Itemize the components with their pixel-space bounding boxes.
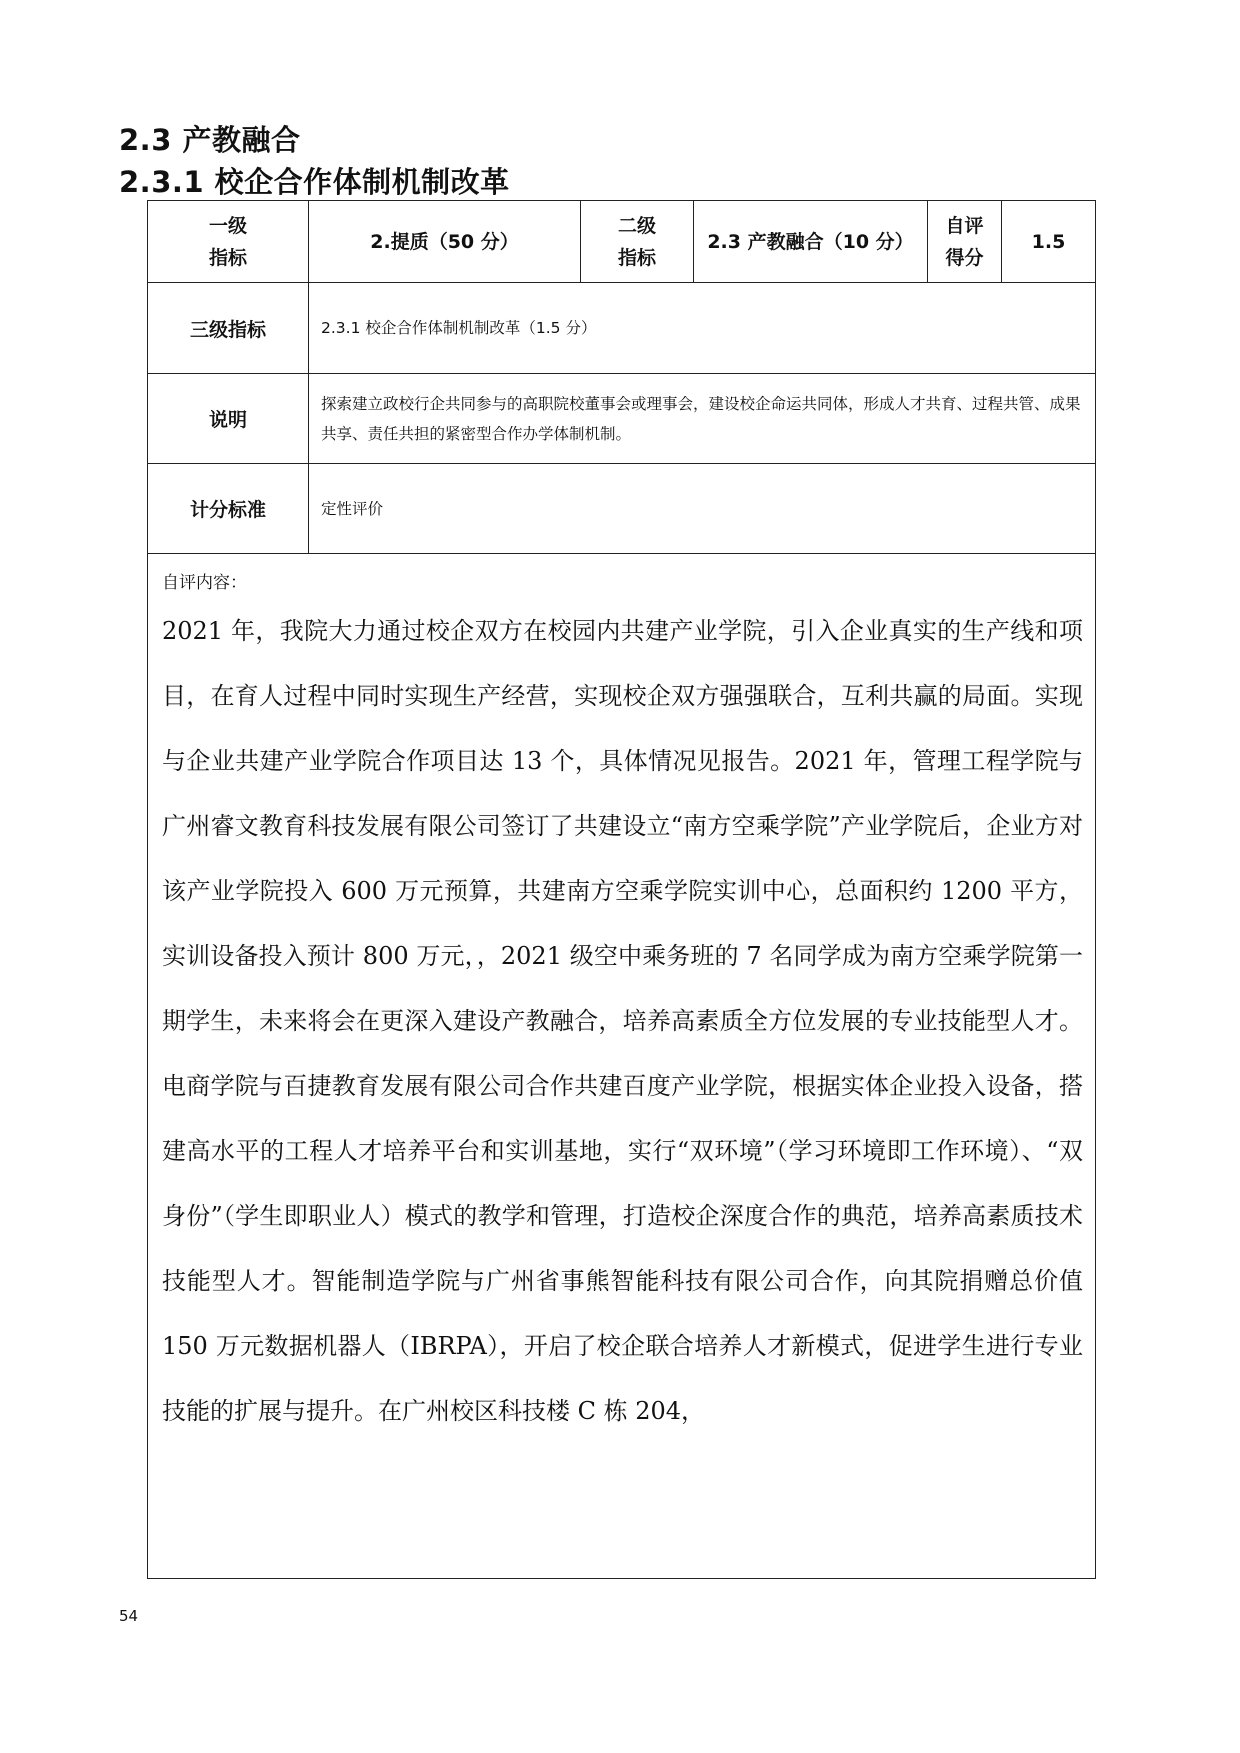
scoring-label: 计分标准 xyxy=(148,464,309,554)
content-label: 自评内容： xyxy=(162,573,247,593)
level3-label: 三级指标 xyxy=(148,283,309,374)
self-eval-label-line1: 自评 xyxy=(945,214,984,237)
table-row xyxy=(148,554,1096,1579)
section-heading: 2.3 产教融合 xyxy=(119,123,301,157)
evaluation-table xyxy=(147,200,1096,1579)
level1-label-line2: 指标 xyxy=(208,246,247,269)
scoring-value: 定性评价 xyxy=(309,464,1096,554)
page-number: 54 xyxy=(119,1607,139,1625)
level1-value: 2.提质（50 分） xyxy=(309,201,581,283)
level1-label-line1: 一级 xyxy=(208,214,247,237)
self-eval-content-cell xyxy=(148,554,1096,1579)
level1-label-cell xyxy=(148,201,309,283)
self-eval-score: 1.5 xyxy=(1002,201,1096,283)
level2-label-line1: 二级 xyxy=(617,214,656,237)
description-label: 说明 xyxy=(148,374,309,464)
content-body: 2021 年，我院大力通过校企双方在校园内共建产业学院，引入企业真实的生产线和项目，在育人过程中同时实现生产经营，实现校企双方强强联合，互利共赢的局面。实现与企业共建产业学院合作项目达 13 个，具体情况见报告。2021 年，管理工程学院与广州睿文教育科技发展有限公司签订了共建设立“南方空乘学院”产业学院后，企业方对该产业学院投入 600 万元预算，共建南方空乘学院实训中心，总面积约 1200 平方，实训设备投入预计 800 万元，，2021 级空中乘务班的 7 名同学成为南方空乘学院第一期学生，未来将会在更深入建设产教融合，培养高素质全方位发展的专业技能型人才。电商学院与百捷教育发展有限公司合作共建百度产业学院，根据实体企业投入设备，搭建高水平的工程人才培养平台和实训基地，实行“双环境”（学习环境即工作环境）、“双身份”（学生即职业人）模式的教学和管理，打造校企深度合作的典范，培养高素质技术技能型人才。智能制造学院与广州省事熊智能科技有限公司合作，向其院捐赠总价值 150 万元数据机器人（IBRPA），开启了校企联合培养人才新模式，促进学生进行专业技能的扩展与提升。在广州校区科技楼 C 栋 204， xyxy=(162,617,1083,1425)
table-row xyxy=(148,283,1096,374)
level2-label-line2: 指标 xyxy=(617,246,656,269)
level2-value: 2.3 产教融合（10 分） xyxy=(694,201,928,283)
table-row xyxy=(148,374,1096,464)
level3-value: 2.3.1 校企合作体制机制改革（1.5 分） xyxy=(309,283,1096,374)
description-value: 探索建立政校行企共同参与的高职院校董事会或理事会，建设校企命运共同体，形成人才共育、过程共管、成果共享、责任共担的紧密型合作办学体制机制。 xyxy=(309,374,1096,464)
level2-label-cell xyxy=(581,201,694,283)
self-eval-label-line2: 得分 xyxy=(945,246,984,269)
table-row xyxy=(148,464,1096,554)
subsection-heading: 2.3.1 校企合作体制机制改革 xyxy=(119,165,510,199)
self-eval-label-cell xyxy=(928,201,1002,283)
table-row xyxy=(148,201,1096,283)
